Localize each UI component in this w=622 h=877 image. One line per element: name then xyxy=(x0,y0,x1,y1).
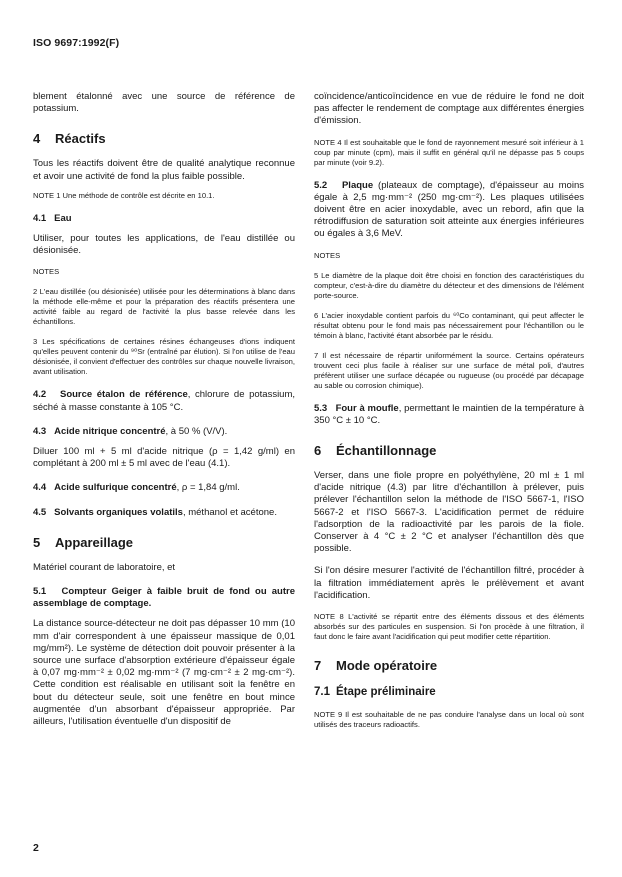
section-7-heading xyxy=(314,658,584,673)
section-4-body: Tous les réactifs doivent être de qualité analytique reconnue et avoir une activité de fond la plus faible possible. xyxy=(33,158,295,182)
subsection-title: Source étalon de référence xyxy=(59,389,188,401)
right-column xyxy=(314,91,584,730)
section-5-2 xyxy=(314,180,584,241)
section-title: Appareillage xyxy=(55,534,134,550)
section-6-paragraph-1: Verser, dans une fiole propre en polyéthylène, 20 ml ± 1 ml d'acide nitrique (4.3) par litre d'échantillon à prélever, puis prélever l'échantillon selon la méthode de l'ISO 5667-1, l'ISO 5667-2 et l'ISO 5667-3. L'acidification permet de réduire l'adsorption de la radioactivité par les parois de la fiole. Conserver à 4 °C ± 2 °C et analyser l'échantillon dès que possible. xyxy=(314,470,584,555)
section-title: Mode opératoire xyxy=(336,658,438,674)
section-4-1-body: Utiliser, pour toutes les applications, de l'eau distillée ou désionisée. xyxy=(33,233,295,257)
subsection-title: Plaque xyxy=(341,179,374,191)
section-4-2 xyxy=(33,389,295,413)
subsection-number: 4.1 xyxy=(33,212,47,224)
section-title: Étape préliminaire xyxy=(336,686,436,699)
section-6-heading xyxy=(314,443,584,458)
section-5-heading xyxy=(33,535,295,550)
note-7: 7 Il est nécessaire de répartir uniformément la source. Certains opérateurs trouvent ceci plus facile à réaliser sur une surface de métal poli, d'autres préfèrent utiliser une surface décapée ou rugueuse (ou procédé par décapage au sable ou corrosion chimique). xyxy=(314,350,584,390)
section-4-1-heading xyxy=(33,213,295,225)
subsection-number: 5.1 xyxy=(33,586,47,598)
note-9: NOTE 9 Il est souhaitable de ne pas conduire l'analyse dans un local où sont utilisés des traceurs radioactifs. xyxy=(314,710,584,730)
subsection-title: Solvants organiques volatils xyxy=(54,506,183,518)
page-number: 2 xyxy=(33,842,39,854)
note-6: 6 L'acier inoxydable contient parfois du ⁶⁰Co contaminant, qui peut affecter le résultat obtenu pour le fond mais pas nécessairement pour l'échantillon ou le témoin à blanc, l'activité étant absorbée par le résidu. xyxy=(314,310,584,340)
note-8: NOTE 8 L'activité se répartit entre des éléments dissous et des éléments absorbés sur des particules en suspension. Si l'on procède à une filtration, il faut donc le faire avant l'acidification qui peut modifier cette répartition. xyxy=(314,612,584,642)
section-5-1-body: La distance source-détecteur ne doit pas dépasser 10 mm (10 mm d'air correspondent à une épaisseur massique de 0,01 mg/mm²). Le système de détection doit pouvoir présenter à la source une surface d'absorption extérieure d'épaisseur égale à 0,07 mg·mm⁻² ± 0,02 mg·mm⁻² (7 mg·cm⁻² ± 2 mg·cm⁻²). Cette condition est réalisable en utilisant soit la fenêtre en bout du détecteur seule, soit une fenêtre en bout mince augmentée d'un absorbant d'épaisseur appropriée. Par ailleurs, l'utilisation éventuelle d'un dispositif de xyxy=(33,618,295,728)
section-4-heading xyxy=(33,131,295,146)
subsection-body: , permettant le maintien de la température à 350 °C ± 10 °C. xyxy=(314,402,585,426)
subsection-title: Compteur Geiger à faible bruit de fond ou autre assemblage de comptage. xyxy=(33,586,295,610)
note-1: NOTE 1 Une méthode de contrôle est décrite en 10.1. xyxy=(33,190,215,200)
subsection-number: 4.2 xyxy=(33,389,47,401)
subsection-title: Acide sulfurique concentré xyxy=(54,482,177,494)
notes-label: NOTES xyxy=(33,267,60,277)
section-5-body: Matériel courant de laboratoire, et xyxy=(33,561,176,573)
section-number: 7 xyxy=(314,658,322,674)
section-6-paragraph-2: Si l'on désire mesurer l'activité de l'échantillon filtré, procéder à la filtration immédiatement après le prélèvement et avant l'acidification. xyxy=(314,565,584,601)
subsection-body: (plateaux de comptage), d'épaisseur au moins égale à 2,5 mg·mm⁻² (250 mg·cm⁻²). Les plaques utilisées doivent être en acier inoxydable, avec un rebord, afin que la rétrodiffusion de saturation soit atteinte aux énergies inférieures ou égales à 3,6 MeV. xyxy=(314,179,584,240)
subsection-body: , ρ = 1,84 g/ml. xyxy=(176,482,240,494)
section-4-3 xyxy=(33,426,295,438)
subsection-number: 4.4 xyxy=(33,482,47,494)
document-header: ISO 9697:1992(F) xyxy=(33,37,120,49)
intro-paragraph: blement étalonné avec une source de référence de potassium. xyxy=(33,91,295,115)
section-5-1-heading xyxy=(33,586,295,610)
section-5-3 xyxy=(314,403,584,427)
subsection-body: , méthanol et acétone. xyxy=(182,506,277,518)
note-4: NOTE 4 Il est souhaitable que le fond de rayonnement mesuré soit inférieur à 1 coup par minute (cpm), mais il suffit en général qu'il ne dépasse pas 5 coups par minute (voir 9.2). xyxy=(314,137,584,167)
subsection-number: 4.3 xyxy=(33,425,47,437)
note-2: 2 L'eau distillée (ou désionisée) utilisée pour les déterminations à blanc dans la méthode elle-même et pour la préparation des réactifs présentera une activité faible au regard de l'activité la plus basse relevée dans les échantillons. xyxy=(33,287,295,327)
section-4-3-detail: Diluer 100 ml + 5 ml d'acide nitrique (ρ = 1,42 g/ml) en complétant à 200 ml ± 5 ml avec de l'eau (4.1). xyxy=(33,446,295,470)
section-title: Échantillonnage xyxy=(336,443,437,459)
subsection-body: , à 50 % (V/V). xyxy=(165,425,228,437)
subsection-title: Eau xyxy=(54,212,72,224)
subsection-body: , chlorure de potassium, séché à masse constante à 105 °C. xyxy=(33,389,296,413)
continuation-paragraph: coïncidence/anticoïncidence en vue de réduire le fond ne doit pas affecter le rendement de comptage aux différentes énergies d'émission. xyxy=(314,91,584,127)
left-column xyxy=(33,91,295,728)
section-4-4 xyxy=(33,482,295,494)
section-number: 5 xyxy=(33,534,41,550)
subsection-title: Four à moufle xyxy=(335,402,399,414)
notes-label: NOTES xyxy=(314,250,341,260)
subsection-title: Acide nitrique concentré xyxy=(54,425,166,437)
subsection-number: 5.3 xyxy=(314,402,328,414)
subsection-number: 4.5 xyxy=(33,506,47,518)
section-title: Réactifs xyxy=(55,131,106,147)
note-5: 5 Le diamètre de la plaque doit être choisi en fonction des caractéristiques du compteur, c'est-à-dire du diamètre du détecteur et des dimensions de l'élément porte-source. xyxy=(314,270,584,300)
subsection-number: 5.2 xyxy=(314,179,328,191)
note-3: 3 Les spécifications de certaines résines échangeuses d'ions indiquent qu'elles peuvent contenir du ⁹⁰Sr (entraîné par élution). Si l'on utilise de l'eau désionisée, il convient d'effectuer des contrôles sur chaque nouvelle livraison, avant utilisation. xyxy=(33,337,295,377)
section-number: 7.1 xyxy=(314,686,330,699)
section-number: 6 xyxy=(314,443,322,459)
section-4-5 xyxy=(33,507,295,519)
section-number: 4 xyxy=(33,131,41,147)
section-7-1-heading xyxy=(314,685,584,700)
